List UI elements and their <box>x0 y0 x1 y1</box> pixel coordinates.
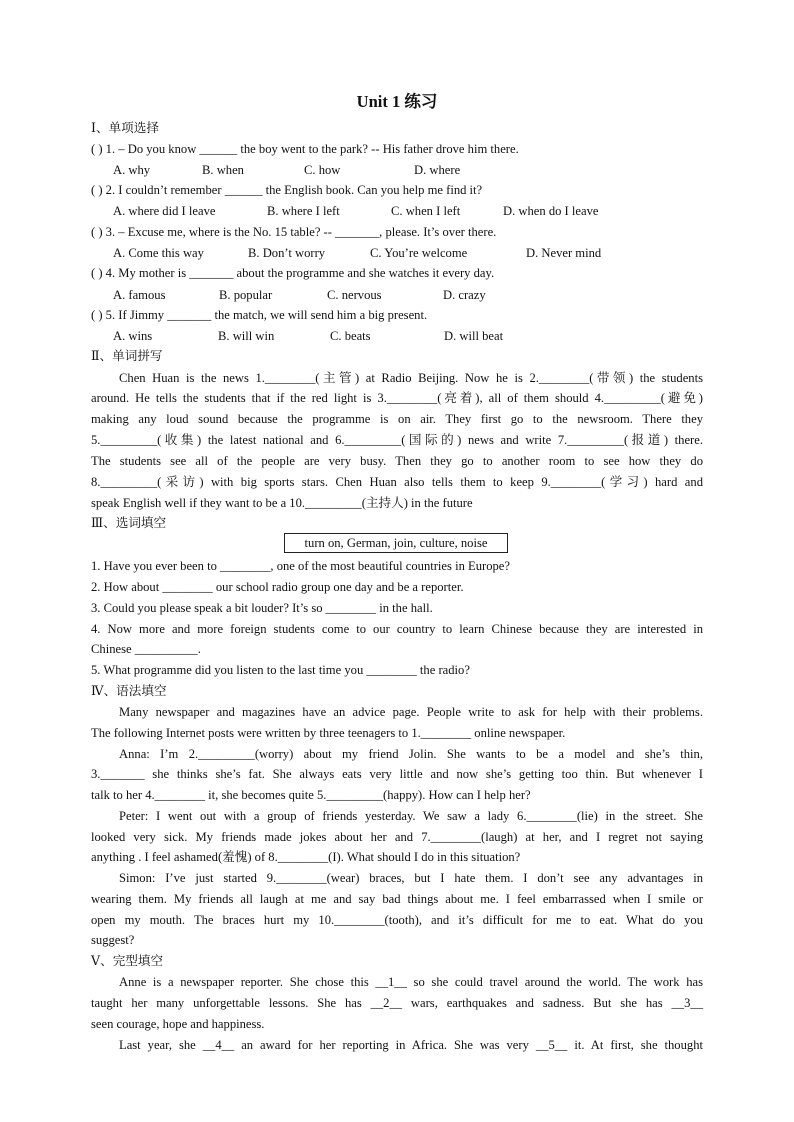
grammar-line: anything . I feel ashamed(羞愧) of 8.________(I). What should I do in this situation? <box>91 850 521 864</box>
spelling-line: 5._________(收集) the latest national and 6._________(国际的) news and write 7._________(报道) there. <box>91 433 703 447</box>
option-3d: D. Never mind <box>526 246 602 260</box>
option-4d: D. crazy <box>443 288 486 302</box>
fill-in-line: 5. What programme did you listen to the last time you ________ the radio? <box>91 663 470 677</box>
option-2b: B. where I left <box>267 204 340 218</box>
spelling-line: The students see all of the people are very busy. Then they go to another room to see how they do <box>91 454 703 468</box>
grammar-line: The following Internet posts were written by three teenagers to 1.________ online newspaper. <box>91 726 566 740</box>
spelling-line: around. He tells the students that if the red light is 3.________(亮着), all of them should 4._________(避免) <box>91 391 703 405</box>
option-2c: C. when I left <box>391 204 461 218</box>
grammar-line: wearing them. My friends all laugh at me and say bad things about me. I feel embarrassed when I smile or <box>91 892 703 906</box>
option-1c: C. how <box>304 163 341 177</box>
grammar-line: suggest? <box>91 933 135 947</box>
section-heading-5: Ⅴ、完型填空 <box>91 954 164 968</box>
grammar-line: open my mouth. The braces hurt my 10.________(tooth), and it’s difficult for me to eat. What do you <box>91 913 703 927</box>
spelling-line: speak English well if they want to be a 10._________(主持人) in the future <box>91 496 473 510</box>
grammar-line: Simon: I’ve just started 9.________(wear) braces, but I hate them. I don’t see any advantages in <box>119 871 703 885</box>
option-1d: D. where <box>414 163 461 177</box>
option-3c: C. You’re welcome <box>370 246 468 260</box>
spelling-line: making any loud sound because the programme is on air. They first go to the newsroom. There they <box>91 412 703 426</box>
option-5d: D. will beat <box>444 329 504 343</box>
question-stem-3: ( ) 3. – Excuse me, where is the No. 15 table? -- _______, please. It’s over there. <box>91 225 497 239</box>
grammar-line: Anna: I’m 2._________(worry) about my friend Jolin. She wants to be a model and she’s thin, <box>119 747 703 761</box>
cloze-line: Anne is a newspaper reporter. She chose this __1__ so she could travel around the world. The work has <box>119 975 703 989</box>
word-box: turn on, German, join, culture, noise <box>284 533 508 553</box>
option-2d: D. when do I leave <box>503 204 599 218</box>
page-title: Unit 1 练习 <box>356 92 438 111</box>
option-5a: A. wins <box>113 329 153 343</box>
question-stem-5: ( ) 5. If Jimmy _______ the match, we will send him a big present. <box>91 308 428 322</box>
option-4b: B. popular <box>219 288 273 302</box>
spelling-line: 8._________(采访) with big sports stars. Chen Huan also tells them to keep 9.________(学习) hard and <box>91 475 703 489</box>
question-stem-2: ( ) 2. I couldn’t remember ______ the English book. Can you help me find it? <box>91 183 483 197</box>
option-5b: B. will win <box>218 329 275 343</box>
section-heading-1: Ⅰ、单项选择 <box>91 121 159 135</box>
option-4c: C. nervous <box>327 288 382 302</box>
cloze-line: seen courage, hope and happiness. <box>91 1017 265 1031</box>
grammar-line: talk to her 4.________ it, she becomes quite 5._________(happy). How can I help her? <box>91 788 531 802</box>
grammar-line: Peter: I went out with a group of friends yesterday. We saw a lady 6.________(lie) in the street. She <box>119 809 703 823</box>
fill-in-line: 3. Could you please speak a bit louder? It’s so ________ in the hall. <box>91 601 433 615</box>
option-3a: A. Come this way <box>113 246 204 260</box>
option-2a: A. where did I leave <box>113 204 216 218</box>
fill-in-line: 4. Now more and more foreign students come to our country to learn Chinese because they are interested in <box>91 622 703 636</box>
option-1b: B. when <box>202 163 244 177</box>
fill-in-line: Chinese __________. <box>91 642 201 656</box>
section-heading-3: Ⅲ、选词填空 <box>91 516 167 530</box>
option-1a: A. why <box>113 163 151 177</box>
option-4a: A. famous <box>113 288 166 302</box>
spelling-line: Chen Huan is the news 1.________(主管) at Radio Beijing. Now he is 2.________(带领) the students <box>119 371 703 385</box>
grammar-line: looked very sick. My friends made jokes about her and 7.________(laugh) at her, and I regret not saying <box>91 830 703 844</box>
question-stem-1: ( ) 1. – Do you know ______ the boy went to the park? -- His father drove him there. <box>91 142 519 156</box>
section-heading-2: Ⅱ、单词拼写 <box>91 349 163 363</box>
section-heading-4: Ⅳ、语法填空 <box>91 684 167 698</box>
cloze-line: Last year, she __4__ an award for her reporting in Africa. She was very __5__ it. At first, she thought <box>119 1038 703 1052</box>
cloze-line: taught her many unforgettable lessons. She has __2__ wars, earthquakes and sadness. But she has __3__ <box>91 996 703 1010</box>
question-stem-4: ( ) 4. My mother is _______ about the programme and she watches it every day. <box>91 266 495 280</box>
option-5c: C. beats <box>330 329 371 343</box>
grammar-line: 3._______ she thinks she’s fat. She always eats very little and now she’s getting too thin. But whenever I <box>91 767 703 781</box>
fill-in-line: 1. Have you ever been to ________, one of the most beautiful countries in Europe? <box>91 559 510 573</box>
option-3b: B. Don’t worry <box>248 246 326 260</box>
fill-in-line: 2. How about ________ our school radio group one day and be a reporter. <box>91 580 464 594</box>
grammar-line: Many newspaper and magazines have an advice page. People write to ask for help with their problems. <box>119 705 703 719</box>
